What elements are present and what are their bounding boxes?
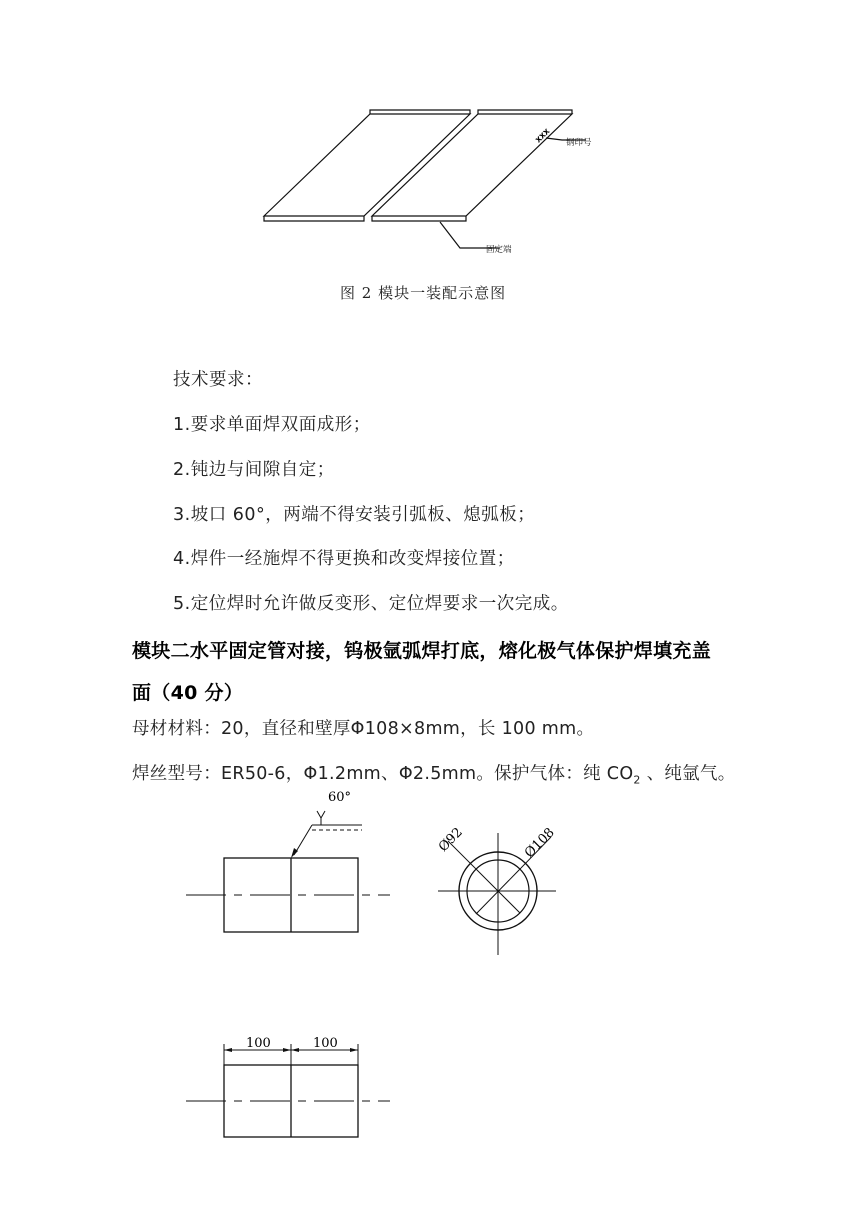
requirement-item: 5.定位焊时允许做反变形、定位焊要求一次完成。 — [173, 594, 569, 614]
stamp-mark: XXX — [534, 127, 552, 145]
bevel-angle-label: 60° — [328, 790, 352, 805]
base-material-line: 母材材料：20，直径和壁厚Φ108×8mm，长 100 mm。 — [132, 719, 595, 739]
requirement-item: 3.坡口 60°，两端不得安装引弧板、熄弧板； — [173, 505, 536, 525]
outer-diameter-label: Ø108 — [521, 825, 558, 861]
co2-subscript: 2 — [633, 773, 641, 787]
pipe-cross-section — [430, 815, 570, 960]
wire-text-end: 、纯氩气。 — [640, 764, 736, 784]
module-heading: 模块二水平固定管对接，钨极氩弧焊打底，熔化极气体保护焊填充盖 — [132, 640, 712, 662]
length-right-label: 100 — [313, 1036, 338, 1051]
figure-caption: 图 2 模块一装配示意图 — [340, 284, 507, 302]
requirements-title: 技术要求： — [173, 370, 263, 390]
requirement-item: 4.焊件一经施焊不得更换和改变焊接位置； — [173, 549, 515, 569]
requirement-item: 1.要求单面焊双面成形； — [173, 415, 371, 435]
wire-text: 焊丝型号：ER50-6，Φ1.2mm、Φ2.5mm。保护气体：纯 CO — [132, 764, 634, 784]
plate-assembly-figure — [250, 100, 610, 270]
length-left-label: 100 — [246, 1036, 271, 1051]
module-heading-continued: 面（40 分） — [132, 682, 244, 704]
inner-diameter-label: Ø92 — [435, 825, 466, 855]
stamp-label: 钢印号 — [566, 138, 592, 148]
pipe-side-view — [180, 785, 400, 945]
fixed-end-label: 固定端 — [486, 245, 512, 255]
pipe-length-view — [180, 1030, 400, 1150]
requirement-item: 2.钝边与间隙自定； — [173, 460, 335, 480]
wire-line — [132, 760, 736, 787]
